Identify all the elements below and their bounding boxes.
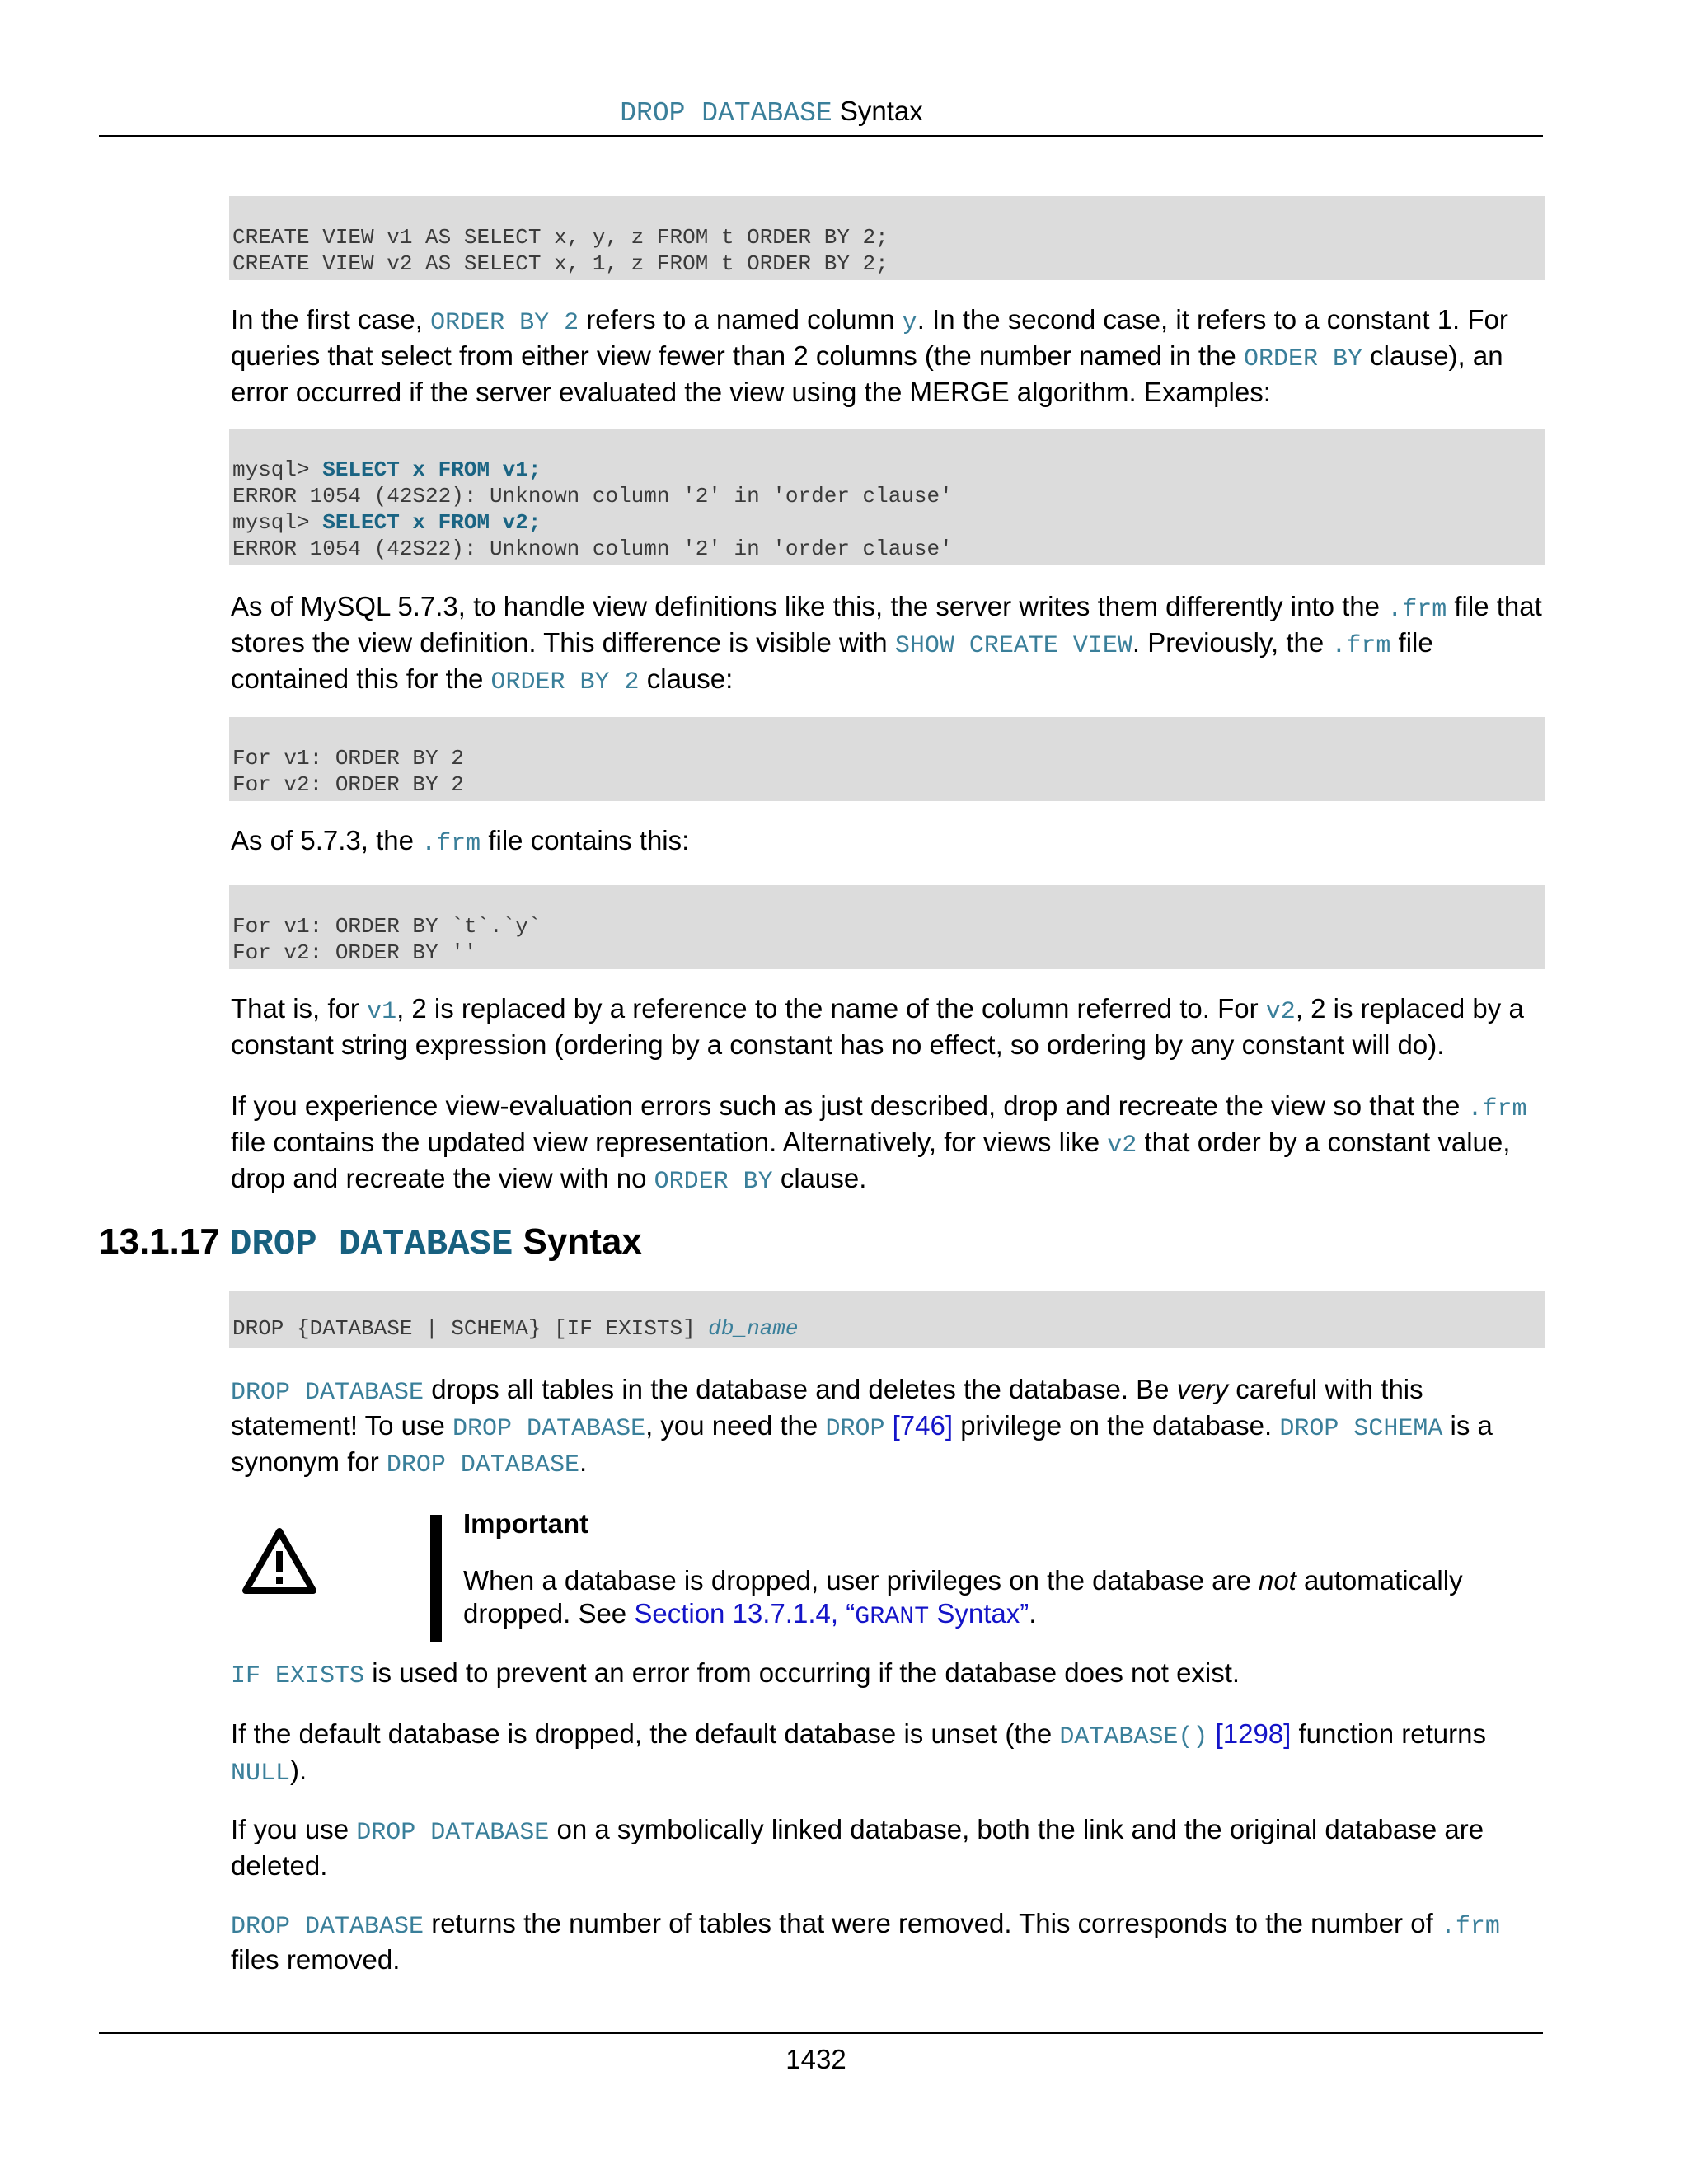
warning-icon xyxy=(241,1526,318,1596)
code-line: ERROR 1054 (42S22): Unknown column '2' in 'order clause' xyxy=(232,537,953,561)
code-line: mysql> SELECT x FROM v1; xyxy=(232,457,542,482)
paragraph-default-database: If the default database is dropped, the default database is unset (the DATABASE() [1298] function returns NULL). xyxy=(231,1718,1486,1788)
code-line: For v2: ORDER BY 2 xyxy=(232,772,464,797)
important-title: Important xyxy=(463,1508,589,1539)
code-line: CREATE VIEW v1 AS SELECT x, y, z FROM t ORDER BY 2; xyxy=(232,225,889,250)
page-ref-link[interactable]: [1298] xyxy=(1207,1718,1292,1749)
header-code: DROP DATABASE xyxy=(620,98,832,129)
code-line: For v1: ORDER BY 2 xyxy=(232,746,464,771)
code-block-create-view xyxy=(229,196,1545,280)
important-bar xyxy=(430,1515,442,1642)
paragraph-replacement: That is, for v1, 2 is replaced by a reference to the name of the column referred to. For v2, 2 is replaced by a constant string expression (ordering by a constant has no effect, so ordering by any constant will do). xyxy=(231,993,1524,1060)
code-line: DROP {DATABASE | SCHEMA} [IF EXISTS] db_name xyxy=(232,1316,799,1341)
section-heading: 13.1.17 DROP DATABASE Syntax xyxy=(99,1221,642,1265)
paragraph-symlink: If you use DROP DATABASE on a symbolically linked database, both the link and the original database are deleted. xyxy=(231,1814,1484,1881)
code-block-syntax xyxy=(229,1291,1545,1348)
footer-rule xyxy=(99,2032,1543,2034)
page-ref-link[interactable]: [746] xyxy=(884,1410,954,1441)
important-text: When a database is dropped, user privileges on the database are not automatically dropped. See Section 13.7.1.4, “GRANT Syntax”. xyxy=(463,1565,1463,1631)
paragraph-frm-format: As of MySQL 5.7.3, to handle view definitions like this, the server writes them differently into the .frm file that stores the view definition. This difference is visible with SHOW CREATE VIEW. Previously, the .frm file contained this for the ORDER BY 2 clause: xyxy=(231,591,1542,696)
code-line: CREATE VIEW v2 AS SELECT x, 1, z FROM t ORDER BY 2; xyxy=(232,251,889,276)
code-line: mysql> SELECT x FROM v2; xyxy=(232,510,542,535)
paragraph-drop-database: DROP DATABASE drops all tables in the database and deletes the database. Be very careful with this statement! To use DROP DATABASE, you need the DROP [746] privilege on the database. DROP SCHEMA is a synonym for DROP DATABASE. xyxy=(231,1374,1493,1479)
code-line: For v2: ORDER BY '' xyxy=(232,940,477,965)
section-link-grant[interactable]: Section 13.7.1.4, “GRANT Syntax” xyxy=(634,1598,1029,1631)
header-rule xyxy=(99,135,1543,137)
code-block-previous-frm xyxy=(229,717,1545,801)
page-number: 1432 xyxy=(785,2044,846,2074)
paragraph-if-exists: IF EXISTS is used to prevent an error from occurring if the database does not exist. xyxy=(231,1657,1240,1690)
paragraph-as-of: As of 5.7.3, the .frm file contains this: xyxy=(231,825,690,858)
running-header xyxy=(0,96,1543,129)
code-line: ERROR 1054 (42S22): Unknown column '2' in 'order clause' xyxy=(232,484,953,509)
paragraph-order-by: In the first case, ORDER BY 2 refers to a named column y. In the second case, it refers to a constant 1. For queries that select from either view fewer than 2 columns (the number named in the ORDER BY clause), an error occurred if the server evaluated the view using the MERGE algorithm. Examples: xyxy=(231,304,1508,407)
code-block-new-frm xyxy=(229,885,1545,969)
code-line: For v1: ORDER BY `t`.`y` xyxy=(232,914,542,939)
paragraph-recreate-view: If you experience view-evaluation errors such as just described, drop and recreate the view so that the .frm file contains the updated view representation. Alternatively, for views like v2 that order by a constant value, drop and recreate the view with no ORDER BY clause. xyxy=(231,1090,1527,1196)
code-block-mysql-errors xyxy=(229,429,1545,565)
header-text: Syntax xyxy=(839,96,923,126)
paragraph-returns: DROP DATABASE returns the number of tables that were removed. This corresponds to the number of .frm files removed. xyxy=(231,1908,1500,1975)
